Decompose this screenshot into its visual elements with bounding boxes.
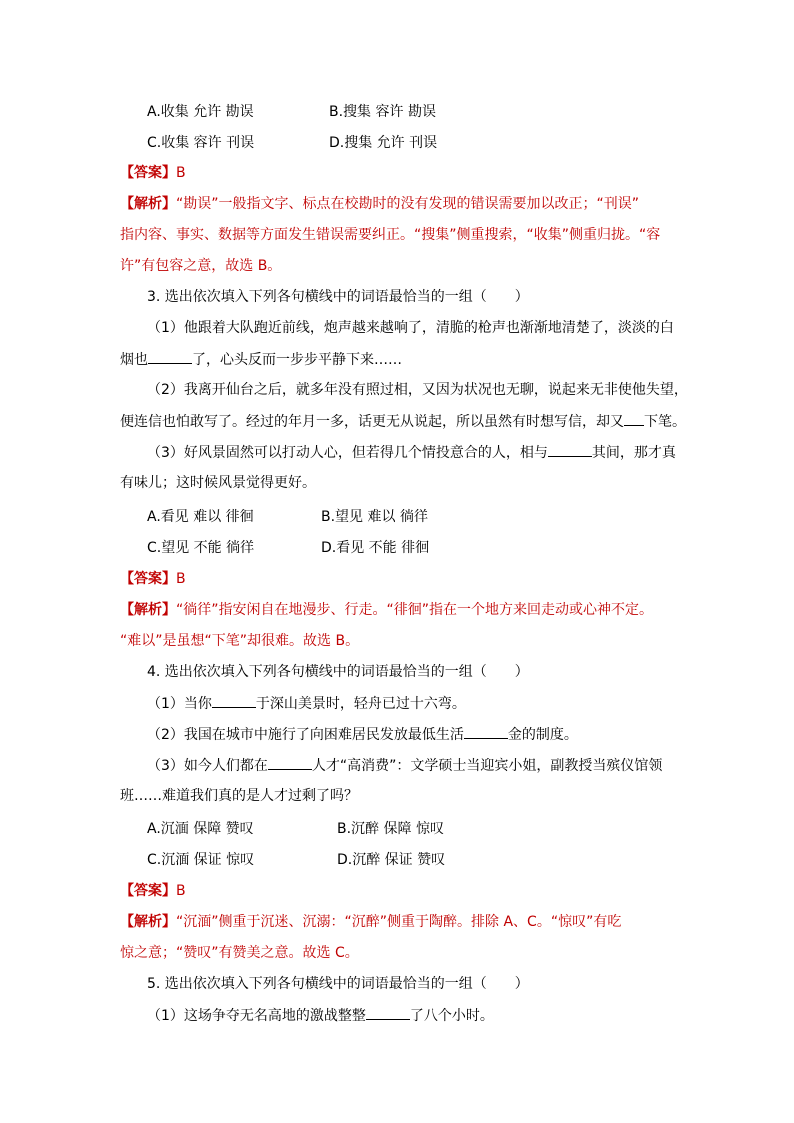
q4-answer-label: 【答案】 xyxy=(120,883,176,899)
q3-stem: 3. 选出依次填入下列各句横线中的词语最恰当的一组（ ） xyxy=(147,289,529,305)
q4-analysis-line-1: 【解析】“沉湎”侧重于沉迷、沉溺：“沉醉”侧重于陶醉。排除 A、C。“惊叹”有吃 xyxy=(120,914,622,930)
q3-answer xyxy=(120,569,186,589)
q2-answer-value: B xyxy=(176,165,186,181)
q2-analysis-line-2: 指内容、事实、数据等方面发生错误需要纠正。“搜集”侧重搜索，“收集”侧重归拢。“容 xyxy=(120,227,661,243)
q3-answer-label: 【答案】 xyxy=(120,571,176,587)
q5-stem: 5. 选出依次填入下列各句横线中的词语最恰当的一组（ ） xyxy=(147,976,529,992)
q3-sentence-3-line-1: （3）好风景固然可以打动人心，但若得几个情投意合的人，相与 其间，那才真 xyxy=(147,442,676,463)
q2-analysis-label: 【解析】 xyxy=(120,196,176,212)
q3-answer-value: B xyxy=(176,571,186,587)
fill-blank xyxy=(366,1005,410,1020)
q4-analysis-line-2: 惊之意；“赞叹”有赞美之意。故选 C。 xyxy=(120,945,359,961)
q4-stem: 4. 选出依次填入下列各句横线中的词语最恰当的一组（ ） xyxy=(147,664,529,680)
q4-analysis-label: 【解析】 xyxy=(120,914,176,930)
q3-sentence-2-line-1: （2）我离开仙台之后，就多年没有照过相，又因为状况也无聊，说起来无非使他失望， xyxy=(147,382,688,398)
q4-answer xyxy=(120,881,186,901)
q4-sentence-3-line-1: （3）如今人们都在 人才“高消费”：文学硕士当迎宾小姐，副教授当殡仪馆领 xyxy=(147,755,662,776)
fill-blank xyxy=(212,693,256,708)
q3-sentence-1-line-1: （1）他跟着大队跑近前线，炮声越来越响了，清脆的枪声也渐渐地清楚了，淡淡的白 xyxy=(147,320,674,336)
q2-option-a: A.收集 允许 勘误 xyxy=(147,104,254,120)
q4-answer-value: B xyxy=(176,883,186,899)
q3-analysis-label: 【解析】 xyxy=(120,602,176,618)
fill-blank xyxy=(148,349,192,364)
q4-option-d: D.沉醉 保证 赞叹 xyxy=(337,852,446,868)
fill-blank xyxy=(464,724,508,739)
fill-blank xyxy=(268,755,312,770)
q3-option-b: B.望见 难以 徜徉 xyxy=(321,509,428,525)
q4-sentence-3-line-2: 班……难道我们真的是人才过剩了吗？ xyxy=(120,788,358,804)
q2-option-d: D.搜集 允许 刊误 xyxy=(329,135,438,151)
q3-option-d: D.看见 不能 徘徊 xyxy=(321,540,430,556)
q2-analysis-line-3: 许”有包容之意，故选 B。 xyxy=(120,258,282,274)
q3-option-a: A.看见 难以 徘徊 xyxy=(147,509,254,525)
q3-sentence-2-line-2: 便连信也怕敢写了。经过的年月一多，话更无从说起，所以虽然有时想写信，却又 下笔。 xyxy=(120,411,686,432)
q5-sentence-1: （1）这场争夺无名高地的激战整整 了八个小时。 xyxy=(147,1005,494,1026)
q4-option-c: C.沉湎 保证 惊叹 xyxy=(147,852,255,868)
q4-option-a: A.沉湎 保障 赞叹 xyxy=(147,821,254,837)
fill-blank xyxy=(624,411,644,426)
q2-option-b: B.搜集 容许 勘误 xyxy=(329,104,436,120)
q2-analysis-line-1: 【解析】“勘误”一般指文字、标点在校勘时的没有发现的错误需要加以改正；“刊误” xyxy=(120,196,640,212)
q2-answer-label: 【答案】 xyxy=(120,165,176,181)
q4-option-b: B.沉醉 保障 惊叹 xyxy=(337,821,444,837)
fill-blank xyxy=(548,442,592,457)
q2-answer xyxy=(120,163,186,183)
q4-sentence-2: （2）我国在城市中施行了向困难居民发放最低生活 金的制度。 xyxy=(147,724,578,745)
q3-option-c: C.望见 不能 徜徉 xyxy=(147,540,255,556)
q3-sentence-3-line-2: 有味儿；这时候风景觉得更好。 xyxy=(120,475,316,491)
q3-sentence-1-line-2: 烟也 了，心头反而一步步平静下来…… xyxy=(120,349,402,370)
q4-sentence-1: （1）当你 于深山美景时，轻舟已过十六弯。 xyxy=(147,693,466,714)
q3-analysis-line-1: 【解析】“徜徉”指安闲自在地漫步、行走。“徘徊”指在一个地方来回走动或心神不定。 xyxy=(120,602,654,618)
q3-analysis-line-2: “难以”是虽想“下笔”却很难。故选 B。 xyxy=(120,633,360,649)
q2-option-c: C.收集 容许 刊误 xyxy=(147,135,255,151)
